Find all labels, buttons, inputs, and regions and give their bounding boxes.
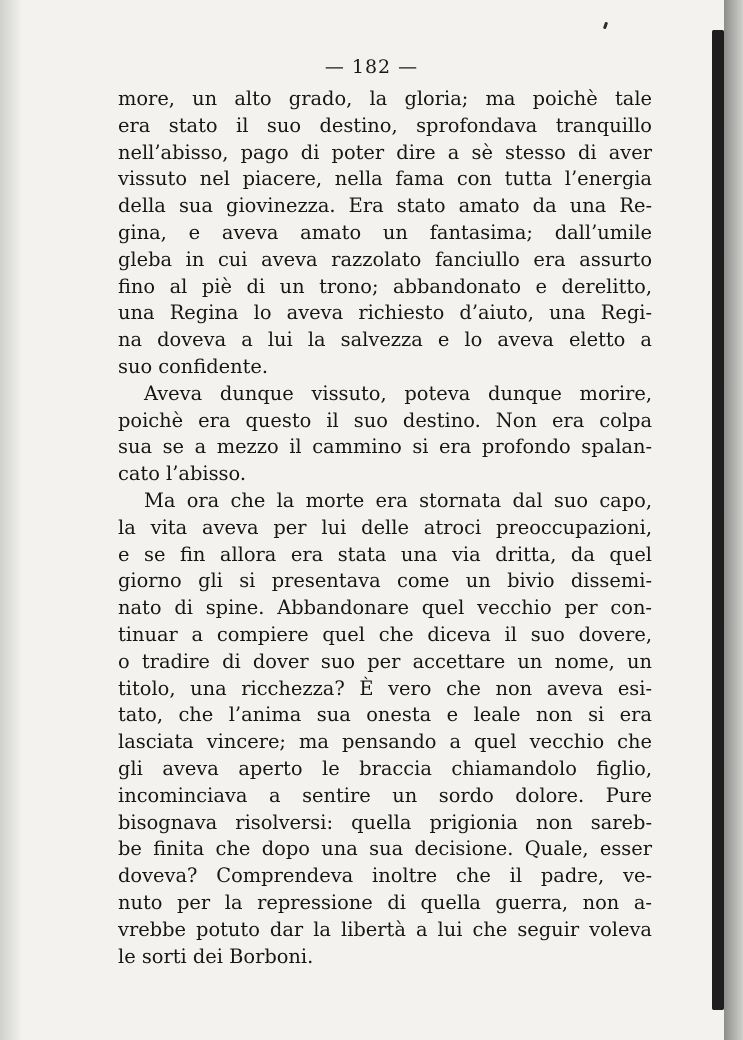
text-line: era stato il suo destino, sprofondava tranquillo <box>118 113 652 137</box>
text-line: poichè era questo il suo destino. Non era colpa <box>118 408 652 432</box>
text-line: nato di spine. Abbandonare quel vecchio per con- <box>118 596 652 620</box>
text-line: della sua giovinezza. Era stato amato da una Re- <box>118 194 652 218</box>
text-line: nell’abisso, pago di poter dire a sè stesso di aver <box>118 140 652 164</box>
page-number: — 182 — <box>324 56 419 78</box>
text-line: titolo, una ricchezza? È vero che non aveva esi- <box>118 676 652 700</box>
text-line: na doveva a lui la salvezza e lo aveva eletto a <box>118 328 652 352</box>
text-line: doveva? Comprendeva inoltre che il padre, ve- <box>118 864 652 888</box>
text-line: giorno gli si presentava come un bivio dissemi- <box>118 569 652 593</box>
binding-shadow <box>724 0 743 1040</box>
text-line: tinuar a compiere quel che diceva il suo dovere, <box>118 622 652 646</box>
text-line: Aveva dunque vissuto, poteva dunque morire, <box>144 381 652 405</box>
text-line: una Regina lo aveva richiesto d’aiuto, una Regi- <box>118 301 652 325</box>
text-line: la vita aveva per lui delle atroci preoccupazioni, <box>118 515 652 539</box>
text-line: suo confidente. <box>118 354 269 378</box>
text-line: incominciava a sentire un sordo dolore. Pure <box>118 783 652 807</box>
text-line: cato l’abisso. <box>118 462 246 486</box>
text-line: vissuto nel piacere, nella fama con tutta l’energia <box>118 167 652 191</box>
text-line: tato, che l’anima sua onesta e leale non si era <box>118 703 652 727</box>
text-line: vrebbe potuto dar la libertà a lui che seguir voleva <box>118 917 652 941</box>
text-line: bisognava risolversi: quella prigionia non sareb- <box>118 810 652 834</box>
text-line: le sorti dei Borboni. <box>118 944 314 968</box>
text-line: be finita che dopo una sua decisione. Quale, esser <box>118 837 652 861</box>
text-line: gleba in cui aveva razzolato fanciullo era assurto <box>118 247 652 271</box>
text-line: gli aveva aperto le braccia chiamandolo figlio, <box>118 756 652 780</box>
text-line: nuto per la repressione di quella guerra, non a- <box>118 890 652 914</box>
text-line: sua se a mezzo il cammino si era profondo spalan- <box>118 435 652 459</box>
text-line: Ma ora che la morte era stornata dal suo capo, <box>144 488 652 512</box>
text-line: o tradire di dover suo per accettare un nome, un <box>118 649 652 673</box>
body-text <box>118 86 652 970</box>
page-gutter-shadow <box>0 0 22 1040</box>
text-line: more, un alto grado, la gloria; ma poichè tale <box>118 87 652 110</box>
text-line: e se fin allora era stata una via dritta, da quel <box>118 542 652 566</box>
text-line: lasciata vincere; ma pensando a quel vecchio che <box>118 730 652 754</box>
ink-speck <box>603 22 608 30</box>
book-spine-edge <box>712 30 724 1010</box>
text-line: gina, e aveva amato un fantasima; dall’umile <box>118 220 652 244</box>
text-line: fino al piè di un trono; abbandonato e derelitto, <box>118 274 652 298</box>
